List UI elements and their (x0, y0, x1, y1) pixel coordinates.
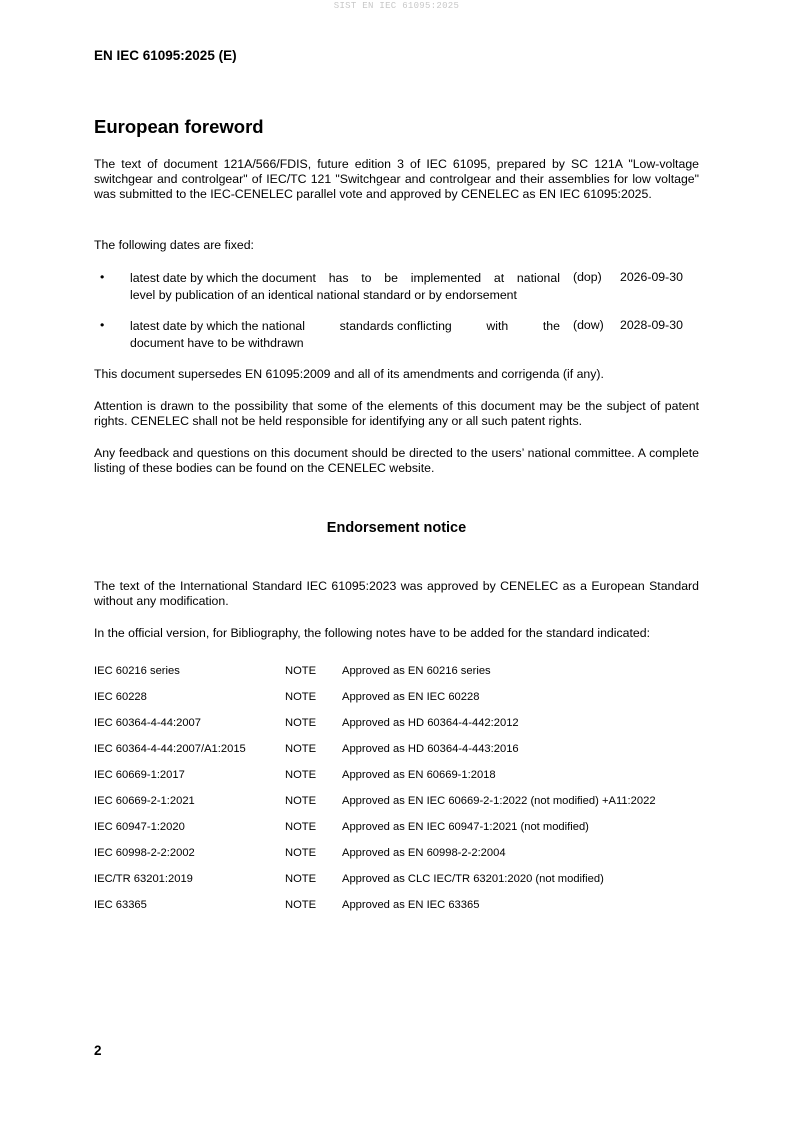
note-standard: IEC 60998-2-2:2002 (94, 847, 195, 859)
watermark: SIST EN IEC 61095:2025 (333, 1, 460, 11)
note-label: NOTE (285, 847, 317, 859)
note-row (94, 717, 714, 743)
note-label: NOTE (285, 873, 317, 885)
supersedes-paragraph: This document supersedes EN 61095:2009 and all of its amendments and corrigenda (if any). (94, 367, 604, 381)
note-row (94, 873, 714, 899)
note-text: Approved as EN IEC 63365 (342, 899, 480, 911)
note-label: NOTE (285, 691, 317, 703)
note-row (94, 795, 714, 821)
note-standard: IEC 60669-1:2017 (94, 769, 185, 781)
foreword-title: European foreword (94, 116, 264, 137)
note-standard: IEC/TR 63201:2019 (94, 873, 193, 885)
attention-paragraph: Attention is drawn to the possibility that some of the elements of this document may be the subject of patent rights. CENELEC shall not be held responsible for identifying any or all such patent rights. (94, 399, 699, 428)
note-label: NOTE (285, 717, 317, 729)
note-row (94, 743, 714, 769)
note-text: Approved as EN 60998-2-2:2004 (342, 847, 506, 859)
date-value: 2026-09-30 (620, 270, 683, 284)
endorsement-title: Endorsement notice (326, 520, 467, 536)
note-text: Approved as EN IEC 60947-1:2021 (not modified) (342, 821, 589, 833)
note-text: Approved as HD 60364-4-443:2016 (342, 743, 519, 755)
note-row (94, 769, 714, 795)
bibliography-notes-list (94, 665, 714, 925)
note-text: Approved as CLC IEC/TR 63201:2020 (not modified) (342, 873, 604, 885)
note-row (94, 665, 714, 691)
note-standard: IEC 60228 (94, 691, 147, 703)
note-row (94, 821, 714, 847)
note-text: Approved as EN IEC 60669-2-1:2022 (not modified) +A11:2022 (342, 795, 656, 807)
note-text: Approved as EN IEC 60228 (342, 691, 480, 703)
page-number: 2 (94, 1043, 102, 1058)
dates-intro: The following dates are fixed: (94, 238, 254, 252)
date-item-text: latest date by which the document has to be implemented at national level by publication of an identical national standard or by endorsement (130, 271, 560, 302)
note-standard: IEC 63365 (94, 899, 147, 911)
feedback-paragraph: Any feedback and questions on this document should be directed to the users’ national committee. A complete listing of these bodies can be found on the CENELEC website. (94, 446, 699, 475)
note-standard: IEC 60364-4-44:2007/A1:2015 (94, 743, 246, 755)
note-standard: IEC 60364-4-44:2007 (94, 717, 201, 729)
note-label: NOTE (285, 743, 317, 755)
note-label: NOTE (285, 795, 317, 807)
bullet-marker: • (100, 318, 105, 332)
document-id: EN IEC 61095:2025 (E) (94, 48, 237, 63)
note-row (94, 691, 714, 717)
bibliography-intro: In the official version, for Bibliography, the following notes have to be added for the standard indicated: (94, 626, 650, 640)
note-standard: IEC 60669-2-1:2021 (94, 795, 195, 807)
note-text: Approved as EN 60669-1:2018 (342, 769, 496, 781)
date-value: 2028-09-30 (620, 318, 683, 332)
note-text: Approved as HD 60364-4-442:2012 (342, 717, 519, 729)
note-row (94, 899, 714, 925)
foreword-intro: The text of document 121A/566/FDIS, future edition 3 of IEC 61095, prepared by SC 121A "Low-voltage switchgear and controlgear" of IEC/TC 121 "Switchgear and controlgear and their assemblies for low voltage" was submitted to the IEC-CENELEC parallel vote and approved by CENELEC as EN IEC 61095:2025. (94, 157, 699, 201)
date-code: (dow) (573, 318, 604, 332)
note-text: Approved as EN 60216 series (342, 665, 491, 677)
note-row (94, 847, 714, 873)
note-label: NOTE (285, 769, 317, 781)
note-label: NOTE (285, 665, 317, 677)
bullet-marker: • (100, 270, 105, 284)
note-standard: IEC 60947-1:2020 (94, 821, 185, 833)
note-standard: IEC 60216 series (94, 665, 180, 677)
endorsement-text: The text of the International Standard IEC 61095:2023 was approved by CENELEC as a European Standard without any modification. (94, 579, 699, 608)
note-label: NOTE (285, 821, 317, 833)
date-code: (dop) (573, 270, 602, 284)
note-label: NOTE (285, 899, 317, 911)
date-item-text: latest date by which the national standards conflicting with the document have to be withdrawn (130, 319, 560, 350)
